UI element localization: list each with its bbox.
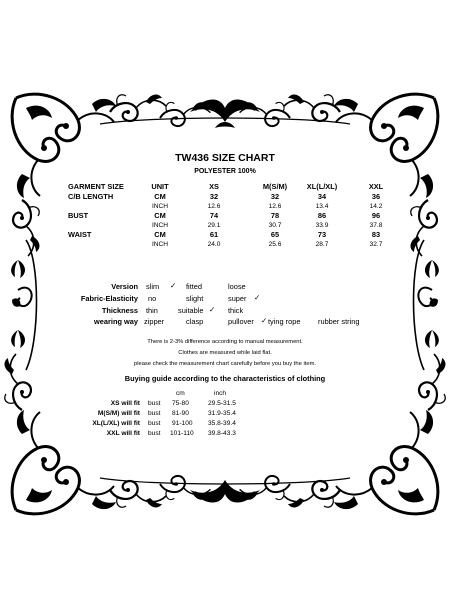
row-value: 32: [209, 192, 219, 201]
unit-header: UNIT: [151, 182, 169, 191]
row-value: 29.1: [207, 222, 221, 229]
attr-option: rubber string: [318, 317, 360, 326]
row-value: 78: [270, 211, 280, 220]
guide-row-cm: 91-100: [172, 420, 193, 427]
guide-row-inch: 39.8-43.3: [208, 430, 236, 437]
attr-option: loose: [228, 282, 246, 291]
guide-row-cm: 101-110: [170, 430, 194, 437]
garment-size-header: GARMENT SIZE: [68, 182, 124, 191]
row-value: 25.6: [268, 241, 282, 248]
row-value: 24.0: [207, 241, 221, 248]
guide-row-cm: 81-90: [172, 410, 189, 417]
material-label: POLYESTER 100%: [194, 168, 256, 175]
attr-option: no: [148, 294, 157, 303]
size-header-xs: XS: [209, 182, 219, 191]
row-unit: CM: [154, 230, 166, 239]
guide-row-label: XL(L/XL) will fit: [92, 420, 140, 427]
attr-option: pullover: [228, 317, 254, 326]
note-line: Clothes are measured while laid flat.: [178, 350, 272, 356]
row-value: 96: [371, 211, 381, 220]
guide-row-cm: 75-80: [172, 400, 189, 407]
guide-row-part: bust: [148, 410, 161, 417]
check-icon: ✓: [254, 293, 261, 302]
size-header-xxl: XXL: [368, 182, 384, 191]
row-value: 36: [371, 192, 381, 201]
row-value: 65: [270, 230, 280, 239]
row-value: 34: [317, 192, 327, 201]
row-value: 13.4: [315, 203, 329, 210]
guide-row-label: M(S/M) will fit: [97, 410, 140, 417]
guide-row-label: XXL will fit: [106, 430, 140, 437]
row-unit: CM: [154, 211, 166, 220]
attr-option: zipper: [144, 317, 165, 326]
attr-option: thin: [146, 306, 158, 315]
row-value: 33.9: [315, 222, 329, 229]
attr-option: tying rope: [268, 317, 301, 326]
row-unit: INCH: [151, 203, 169, 210]
attr-option: thick: [228, 306, 244, 315]
attr-option: super: [228, 294, 247, 303]
row-value: 73: [317, 230, 327, 239]
guide-row-part: bust: [148, 400, 161, 407]
guide-row-label: XS will fit: [110, 400, 140, 407]
attr-option: fitted: [186, 282, 203, 291]
guide-row-part: bust: [148, 430, 161, 437]
check-icon: ✓: [261, 316, 268, 325]
attr-option: slight: [186, 294, 204, 303]
row-value: 12.6: [268, 203, 282, 210]
note-line: There is 2-3% difference according to manual measurement.: [147, 339, 303, 345]
guide-row-inch: 31.9-35.4: [208, 410, 236, 417]
note-line: please check the measurement chart carefully before you buy the item.: [133, 361, 317, 367]
row-value: 74: [209, 211, 219, 220]
row-label-bust: BUST: [68, 211, 89, 220]
row-label-waist: WAIST: [68, 230, 92, 239]
row-value: 37.8: [369, 222, 383, 229]
row-unit: INCH: [151, 241, 169, 248]
row-value: 30.7: [268, 222, 282, 229]
row-value: 12.6: [207, 203, 221, 210]
row-value: 32: [270, 192, 280, 201]
size-header-xl: XL(L/XL): [306, 182, 338, 191]
guide-unit-cm: cm: [176, 390, 185, 397]
guide-row-inch: 35.8-39.4: [208, 420, 236, 427]
attr-label-elasticity: Fabric-Elasticity: [80, 294, 138, 303]
attr-label-version: Version: [111, 282, 138, 291]
guide-unit-inch: inch: [214, 390, 227, 397]
row-value: 28.7: [315, 241, 329, 248]
size-header-m: M(S/M): [262, 182, 288, 191]
row-value: 32.7: [369, 241, 383, 248]
attr-option: clasp: [186, 317, 204, 326]
guide-row-part: bust: [148, 420, 161, 427]
guide-row-inch: 29.5-31.5: [208, 400, 236, 407]
row-value: 14.2: [369, 203, 383, 210]
check-icon: ✓: [209, 305, 216, 314]
attr-label-thickness: Thickness: [101, 306, 138, 315]
row-unit: CM: [154, 192, 166, 201]
attr-option: slim: [146, 282, 160, 291]
check-icon: ✓: [170, 281, 177, 290]
attr-option: suitable: [178, 306, 204, 315]
attr-label-wearing-way: wearing way: [94, 317, 138, 326]
row-unit: INCH: [151, 222, 169, 229]
row-label-cb-length: C/B LENGTH: [68, 192, 114, 201]
row-value: 83: [371, 230, 381, 239]
row-value: 61: [209, 230, 219, 239]
row-value: 86: [317, 211, 327, 220]
size-chart-title: TW436 SIZE CHART: [175, 152, 275, 164]
buying-guide-title: Buying guide according to the characteristics of clothing: [124, 374, 326, 383]
